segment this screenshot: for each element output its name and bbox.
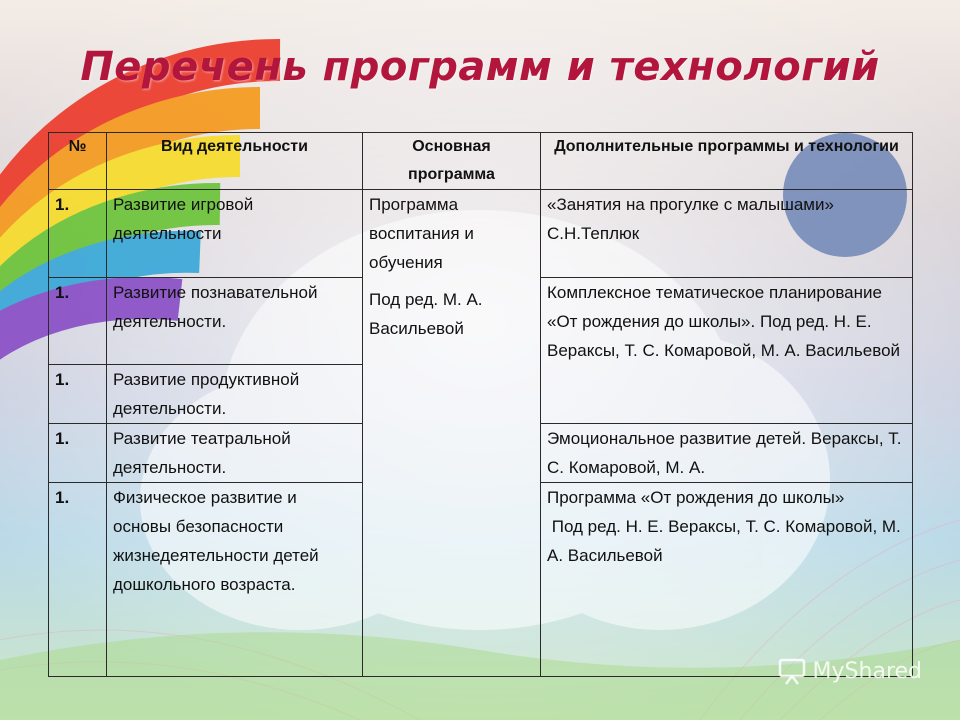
presentation-board-icon	[777, 656, 807, 686]
row-activity: Развитие познавательной деятельности.	[107, 278, 363, 365]
page-title: Перечень программ и технологий	[80, 44, 880, 90]
row-num: 1.	[49, 190, 107, 278]
main-program-cell	[363, 190, 541, 677]
watermark-text: MyShared	[812, 658, 922, 684]
row-activity: Физическое развитие и основы безопасности жизнедеятельности детей дошкольного возраста.	[107, 483, 363, 677]
header-num: №	[49, 133, 107, 190]
additional-program-author: Под ред. Н. Е. Вераксы, Т. С. Комаровой, М. А. Васильевой	[547, 517, 906, 565]
watermark	[777, 656, 922, 686]
additional-program-text: «Занятия на прогулке с малышами»	[547, 195, 834, 214]
row-num: 1.	[49, 483, 107, 677]
additional-program-author: С.Н.Теплюк	[547, 224, 640, 243]
row-num: 1.	[49, 278, 107, 365]
row-num: 1.	[49, 365, 107, 424]
row-activity: Развитие театральной деятельности.	[107, 424, 363, 483]
header-main-program: Основная программа	[363, 133, 541, 190]
programs-table	[48, 132, 913, 677]
header-additional: Дополнительные программы и технологии	[541, 133, 913, 190]
main-program-title: Программа воспитания и обучения	[369, 195, 474, 272]
additional-program-cell: Эмоциональное развитие детей. Вераксы, Т. С. Комаровой, М. А.	[541, 424, 913, 483]
main-program-editor: Под ред. М. А. Васильевой	[369, 290, 483, 338]
header-activity: Вид деятельности	[107, 133, 363, 190]
row-activity: Развитие продуктивной деятельности.	[107, 365, 363, 424]
additional-program-cell	[541, 483, 913, 677]
additional-program-text: Программа «От рождения до школы»	[547, 488, 845, 507]
table-row	[49, 190, 913, 278]
row-activity: Развитие игровой деятельности	[107, 190, 363, 278]
additional-program-cell: Комплексное тематическое планирование «От рождения до школы». Под ред. Н. Е. Вераксы, Т. С. Комаровой, М. А. Васильевой	[541, 278, 913, 424]
additional-program-cell	[541, 190, 913, 278]
row-num: 1.	[49, 424, 107, 483]
table-header-row	[49, 133, 913, 190]
